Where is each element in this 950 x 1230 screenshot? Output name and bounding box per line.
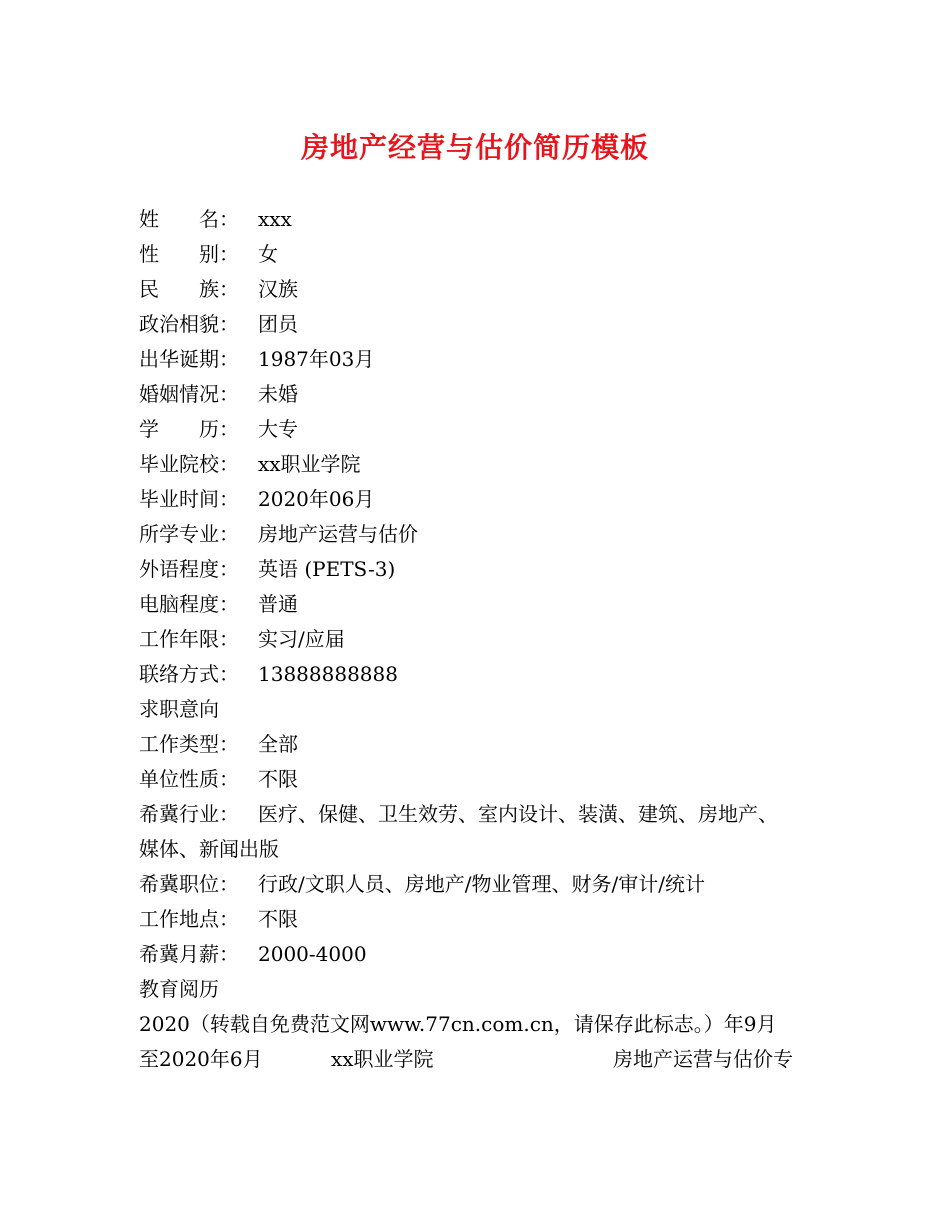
info-value: 英语 (PETS-3): [258, 557, 396, 581]
section-heading-education: 教育阅历: [139, 977, 219, 1001]
info-label: 政治相貌：: [139, 312, 239, 336]
info-label: 毕业时间：: [139, 487, 239, 511]
intent-value: 全部: [258, 732, 298, 756]
info-row-name: [139, 202, 829, 237]
info-label: 民 族：: [139, 277, 239, 301]
info-label: 电脑程度：: [139, 592, 239, 616]
info-label: 联络方式：: [139, 662, 239, 686]
intent-label: 希冀行业：: [139, 802, 239, 826]
info-value: 女: [258, 242, 278, 266]
intent-row-position: [139, 867, 829, 902]
intent-value: 2000-4000: [258, 942, 367, 966]
intent-row-location: [139, 902, 829, 937]
intent-label: 希冀职位：: [139, 872, 239, 896]
info-row-graduation-date: [139, 482, 829, 517]
info-label: 性 别：: [139, 242, 239, 266]
intent-value: 不限: [258, 767, 298, 791]
info-label: 学 历：: [139, 417, 239, 441]
intent-row-job-type: [139, 727, 829, 762]
info-row-gender: [139, 237, 829, 272]
info-value: 2020年06月: [258, 487, 375, 511]
info-value: 团员: [258, 312, 298, 336]
info-label: 姓 名：: [139, 207, 239, 231]
info-row-birth-date: [139, 342, 829, 377]
intent-row-salary: [139, 937, 829, 972]
education-line-start: 2020（转载自免费范文网www.77cn.com.cn，请保存此标志。）年9月: [139, 1012, 777, 1036]
info-row-ethnicity: [139, 272, 829, 307]
education-major: 房地产运营与估价专: [613, 1047, 793, 1071]
document-title: 房地产经营与估价简历模板: [300, 131, 649, 164]
section-heading-job-intent: 求职意向: [139, 697, 219, 721]
intent-label: 希冀月薪：: [139, 942, 239, 966]
education-entry-row: [139, 1042, 829, 1077]
info-row-major: [139, 517, 829, 552]
info-row-contact: [139, 657, 829, 692]
info-value: xx职业学院: [258, 452, 361, 476]
intent-row-company-nature: [139, 762, 829, 797]
intent-value: 医疗、保健、卫生效劳、室内设计、装潢、建筑、房地产、: [258, 802, 778, 826]
intent-row-industry: [139, 797, 829, 832]
education-school: xx职业学院: [331, 1047, 434, 1071]
intent-industry-continuation: 媒体、新闻出版: [139, 837, 279, 861]
info-row-language: [139, 552, 829, 587]
info-row-degree: [139, 412, 829, 447]
info-row-school: [139, 447, 829, 482]
info-label: 毕业院校：: [139, 452, 239, 476]
info-label: 婚姻情况：: [139, 382, 239, 406]
education-date-end: 至2020年6月: [139, 1047, 263, 1071]
info-value: 1987年03月: [258, 347, 375, 371]
info-value: xxx: [258, 207, 292, 231]
info-value: 房地产运营与估价: [258, 522, 418, 546]
info-value: 实习/应届: [258, 627, 345, 651]
info-value: 大专: [258, 417, 298, 441]
info-label: 出华诞期：: [139, 347, 239, 371]
info-row-marital-status: [139, 377, 829, 412]
info-label: 所学专业：: [139, 522, 239, 546]
intent-label: 工作地点：: [139, 907, 239, 931]
info-label: 外语程度：: [139, 557, 239, 581]
info-value: 汉族: [258, 277, 298, 301]
resume-content: [139, 202, 829, 1077]
intent-label: 单位性质：: [139, 767, 239, 791]
intent-value: 行政/文职人员、房地产/物业管理、财务/审计/统计: [258, 872, 705, 896]
info-value: 13888888888: [258, 662, 398, 686]
info-value: 未婚: [258, 382, 298, 406]
info-value: 普通: [258, 592, 298, 616]
info-row-work-years: [139, 622, 829, 657]
info-row-computer-skill: [139, 587, 829, 622]
info-row-political-status: [139, 307, 829, 342]
intent-value: 不限: [258, 907, 298, 931]
info-label: 工作年限：: [139, 627, 239, 651]
intent-label: 工作类型：: [139, 732, 239, 756]
